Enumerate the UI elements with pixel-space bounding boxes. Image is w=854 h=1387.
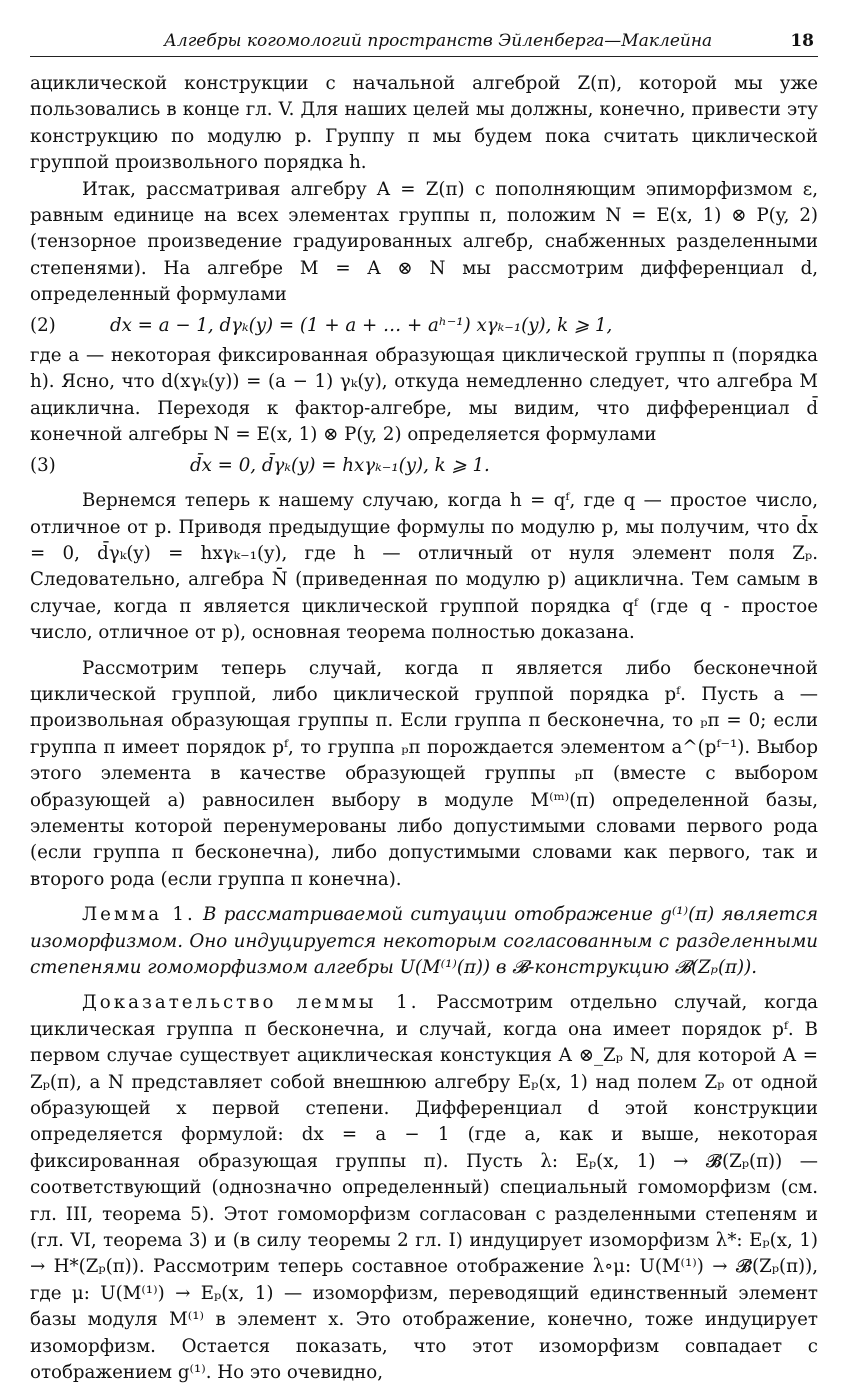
proof-lemma-1 — [30, 990, 818, 1386]
page-number: 18 — [790, 31, 814, 51]
proof-text: Рассмотрим отдельно случай, когда циклическая группа π бесконечна, и случай, когда она имеет порядок pᶠ. В первом случае существует ациклическая констукция A ⊗_Zₚ N, для которой A = Zₚ(π), а N представляет собой внешнюю алгебру Eₚ(x, 1) над полем Zₚ от одной образующей x первой степени. Дифференциал d этой конструкции определяется формулой: dx = a − 1 (где a, как и выше, некоторая фиксированная образующая группы π). Пусть λ: Eₚ(x, 1) → 𝓑̄(Zₚ(π)) — соответствующий (однозначно определенный) специальный гомоморфизм (см. гл. III, теорема 5). Этот гомоморфизм согласован с разделенными степеням и (гл. VI, теорема 3) и (в силу теоремы 2 гл. I) индуцирует изоморфизм λ*: Eₚ(x, 1) → H*(Zₚ(π)). Рассмотрим теперь составное отображение λ∘μ: U(M⁽¹⁾) → 𝓑̄(Zₚ(π)), где μ: U(M⁽¹⁾) → Eₚ(x, 1) — изоморфизм, переводящий единственный элемент базы модуля M⁽¹⁾ в элемент x. Это отображение, конечно, тоже индуцирует изоморфизм. Остается показать, что этот изоморфизм совпадает с отображением g⁽¹⁾. Но это очевидно, — [30, 992, 818, 1384]
formula-3-number: (3) — [30, 454, 56, 476]
lemma-label: Лемма 1. — [82, 904, 196, 926]
lemma-statement: В рассматриваемой ситуации отображение g⁽¹⁾(π) является изоморфизмом. Оно индуцируется некоторым согласованным с разделенными степенями гомоморфизмом алгебры U(M⁽¹⁾(π)) в 𝓑-конструкцию 𝓑(Zₚ(π)). — [30, 904, 818, 978]
paragraph-3: где a — некоторая фиксированная образующая циклической группы π (порядка h). Ясно, что d(xγₖ(y)) = (a − 1) γₖ(y), откуда немедленно следует, что алгебра M ацикличнa. Переходя к фактор-алгебре, мы видим, что дифференциал d̄ конечной алгебры N = E(x, 1) ⊗ P(y, 2) определяется формулами — [30, 345, 818, 446]
paragraph-1: ациклической конструкции с начальной алгеброй Z(π), которой мы уже пользовались в конце гл. V. Для наших целей мы должны, конечно, привести эту конструкцию по модулю p. Группу π мы будем пока считать циклической группой произвольного порядка h. — [30, 73, 818, 174]
formula-2-expression: dx = a − 1, dγₖ(y) = (1 + a + … + aʰ⁻¹) xγₖ₋₁(y), k ⩾ 1, — [110, 314, 613, 336]
running-head — [30, 30, 818, 57]
paragraph-5: Рассмотрим теперь случай, когда π является либо бесконечной циклической группой, либо циклической группой порядка pᶠ. Пусть a — произвольная образующая группы π. Если группа π бесконечна, то ₚπ = 0; если группа π имеет порядок pᶠ, то группа ₚπ порождается элементом a^(pᶠ⁻¹). Выбор этого элемента в качестве образующей группы ₚπ (вместе с выбором образующей a) равносилен выбору в модуле M⁽ᵐ⁾(π) определенной базы, элементы которой перенумерованы либо допустимыми словами первого рода (если группа π бесконечна), либо допустимыми словами как первого, так и второго рода (если группа π конечна). — [30, 657, 818, 890]
running-title: Алгебры когомологий пространств Эйленберга—Маклейна — [164, 31, 713, 51]
lemma-1 — [30, 902, 818, 981]
page-body — [30, 71, 818, 1387]
formula-3-expression: d̄x = 0, d̄γₖ(y) = hxγₖ₋₁(y), k ⩾ 1. — [190, 454, 490, 476]
paragraph-4: Вернемся теперь к нашему случаю, когда h = qᶠ, где q — простое число, отличное от p. Приводя предыдущие формулы по модулю p, мы получим, что d̄x = 0, d̄γₖ(y) = hxγₖ₋₁(y), где h — отличный от нуля элемент поля Zₚ. Следовательно, алгебра N̄ (приведенная по модулю p) ациклична. Тем самым в случае, когда π является циклической группой порядка qᶠ (где q - простое число, отличное от p), основная теорема полностью доказана. — [30, 490, 818, 644]
formula-3 — [30, 453, 818, 479]
formula-2 — [30, 313, 818, 339]
paragraph-2: Итак, рассматривая алгебру A = Z(π) с пополняющим эпиморфизмом ε, равным единице на всех элементах группы π, положим N = E(x, 1) ⊗ P(y, 2) (тензорное произведение градуированных алгебр, снабженных разделенными степенями). На алгебре M = A ⊗ N мы рассмотрим дифференциал d, определенный формулами — [30, 178, 818, 306]
formula-2-number: (2) — [30, 314, 56, 336]
proof-label: Доказательство леммы 1. — [82, 992, 420, 1014]
